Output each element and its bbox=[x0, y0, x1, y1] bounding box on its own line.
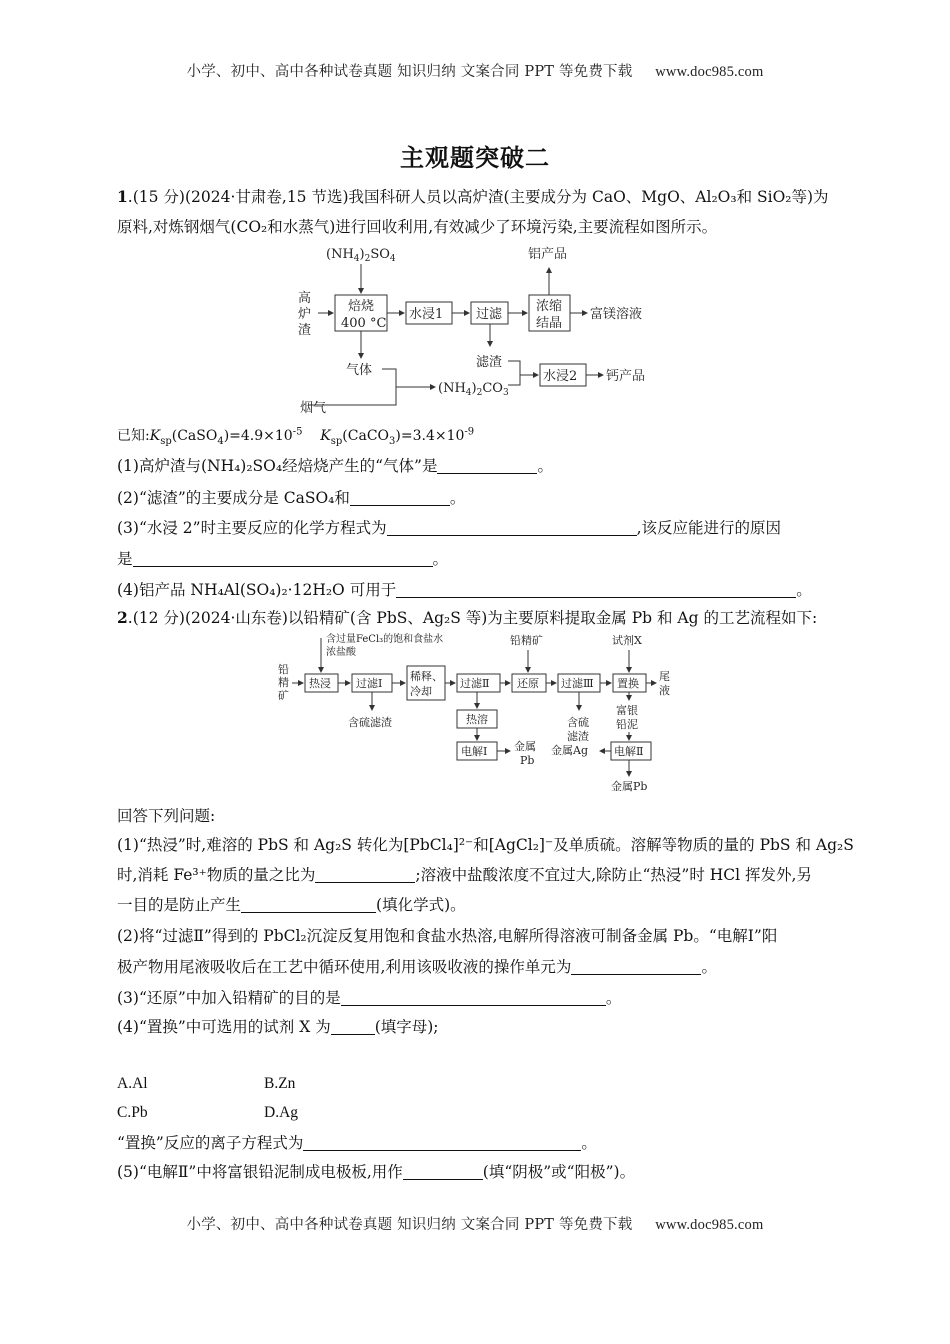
q2-electro2-label: 电解Ⅱ bbox=[614, 745, 644, 758]
q1-sub1-blank[interactable] bbox=[437, 457, 537, 474]
period: 。 bbox=[537, 457, 553, 475]
q2-sub5-text: (5)“电解Ⅱ”中将富银铅泥制成电极板,用作 bbox=[117, 1163, 403, 1181]
q2-reagent-ore: 铅精矿 bbox=[510, 634, 543, 647]
header-text: 小学、初中、高中各种试卷真题 知识归纳 文案合同 PPT 等免费下载 bbox=[186, 64, 633, 80]
q2-out-pb1-l2: Pb bbox=[520, 754, 535, 767]
q1-sub3-cont bbox=[117, 549, 448, 569]
q1-known: 已知$:K_{sp}(CaSO_4)=4.9\times 10^{-5}$ $K_{sp}(CaCO_3)=3.4\times 10^{-9}$ bbox=[117, 426, 475, 447]
q2-sub4-equation bbox=[117, 1133, 597, 1153]
period: 。 bbox=[432, 550, 449, 568]
q2-sub1-line3 bbox=[117, 895, 466, 915]
q1-intro-text: .(15 分)(2024·甘肃卷,15 节选)我国科研人员以高炉渣(主要成分为 CaO、MgO、Al₂O₃和 SiO₂等)为 bbox=[127, 188, 829, 206]
q2-answer-prompt: 回答下列问题: bbox=[117, 807, 216, 825]
q1-sub4-text: (4)铝产品 NH₄Al(SO₄)₂·12H₂O 可用于 bbox=[117, 581, 397, 599]
q1-sub2-text: (2)“滤渣”的主要成分是 CaSO₄和 bbox=[117, 489, 350, 507]
q2-ag-mud-l1: 富银 bbox=[616, 704, 638, 717]
q1-concentrate-l1: 浓缩 bbox=[536, 299, 563, 314]
q2-reduce-label: 还原 bbox=[517, 677, 539, 690]
period: 。 bbox=[796, 581, 812, 599]
q2-sub4-text3: “置换”反应的离子方程式为 bbox=[117, 1134, 304, 1152]
q2-sub4-blank[interactable] bbox=[331, 1018, 375, 1035]
q2-option-a[interactable]: A.Al bbox=[117, 1075, 148, 1092]
q2-sub2-line1: (2)将“过滤Ⅱ”得到的 PbCl₂沉淀反复用饱和食盐水热溶,电解所得溶液可制备金属 Pb。“电解Ⅰ”阳 bbox=[117, 927, 778, 945]
q2-sub1-line1: (1)“热浸”时,难溶的 PbS 和 Ag₂S 转化为[PbCl₄]²⁻和[AgCl₂]⁻及单质硫。溶解等物质的量的 PbS 和 Ag₂S bbox=[117, 836, 854, 854]
q2-sub4-text: (4)“置换”中可选用的试剂 X 为 bbox=[117, 1018, 331, 1036]
q2-hot-dissolve-label: 热溶 bbox=[466, 713, 488, 726]
q1-roast-label: 焙烧 bbox=[348, 299, 375, 314]
q2-sub5 bbox=[117, 1162, 635, 1182]
page-footer bbox=[0, 1213, 950, 1234]
q2-input-c1: 铅 bbox=[278, 663, 289, 676]
q1-sub2 bbox=[117, 488, 465, 508]
q1-number: 1 bbox=[117, 187, 128, 206]
q2-filter1-label: 过滤Ⅰ bbox=[356, 677, 383, 690]
q2-option-d[interactable]: D.Ag bbox=[264, 1104, 299, 1121]
q2-electro1-label: 电解Ⅰ bbox=[461, 745, 488, 758]
q2-reagent1-l1: 含过量FeCl₃的饱和食盐水 bbox=[326, 634, 444, 645]
q2-sub1-text2b: ;溶液中盐酸浓度不宜过大,除防止“热浸”时 HCl 挥发外,另 bbox=[415, 866, 812, 884]
q1-sub4-blank[interactable] bbox=[396, 581, 796, 598]
q2-dilute-l2: 冷却 bbox=[410, 685, 432, 698]
q2-sub5-text2: (填“阴极”或“阳极”)。 bbox=[482, 1163, 636, 1181]
q1-intro-line1 bbox=[117, 187, 829, 207]
q2-filter2-label: 过滤Ⅱ bbox=[460, 677, 490, 690]
period: 。 bbox=[581, 1134, 597, 1152]
q1-sub1 bbox=[117, 456, 553, 476]
page-header bbox=[0, 60, 950, 81]
period: 。 bbox=[605, 989, 622, 1007]
q2-hot-leach-label: 热浸 bbox=[309, 677, 331, 690]
period: 。 bbox=[449, 489, 466, 507]
q2-dilute-l1: 稀释、 bbox=[410, 670, 443, 683]
q1-roast-temp: 400 °C bbox=[341, 316, 387, 331]
q1-intro-line2: 原料,对炼钢烟气(CO₂和水蒸气)进行回收利用,有效减少了环境污染,主要流程如图所示。 bbox=[117, 218, 718, 236]
q1-sub3-blank1[interactable] bbox=[387, 519, 637, 536]
q1-sub3-text: (3)“水浸 2”时主要反应的化学方程式为 bbox=[117, 519, 387, 537]
q2-reagent-x: 试剂X bbox=[612, 634, 642, 647]
q2-out-pb2: 金属Pb bbox=[611, 780, 648, 793]
q1-input-char1: 高 bbox=[298, 291, 312, 306]
page-title: 主观题突破二 bbox=[400, 144, 550, 172]
q2-sub4 bbox=[117, 1017, 439, 1037]
q2-input-c3: 矿 bbox=[278, 689, 289, 702]
q1-gas: 气体 bbox=[346, 363, 373, 378]
q2-ag-mud-l2: 铅泥 bbox=[616, 718, 638, 731]
footer-text: 小学、初中、高中各种试卷真题 知识归纳 文案合同 PPT 等免费下载 bbox=[186, 1217, 633, 1233]
q2-sub2-blank[interactable] bbox=[571, 958, 701, 975]
q1-leach2-label: 水浸2 bbox=[543, 369, 578, 384]
q2-sub1-line2 bbox=[117, 865, 812, 885]
q1-sub3-blank2[interactable] bbox=[133, 550, 433, 567]
q1-concentrate-l2: 结晶 bbox=[536, 316, 563, 331]
q2-sub1-text3b: (填化学式)。 bbox=[376, 896, 466, 914]
q2-replace-label: 置换 bbox=[617, 677, 639, 690]
q2-sub4-text2: (填字母); bbox=[374, 1018, 439, 1036]
q1-leach1-label: 水浸1 bbox=[409, 307, 444, 322]
q2-reagent1-l2: 浓盐酸 bbox=[326, 647, 356, 658]
q2-number: 2 bbox=[117, 608, 128, 627]
q2-sub3-text: (3)“还原”中加入铅精矿的目的是 bbox=[117, 989, 341, 1007]
q2-tail-l2: 液 bbox=[659, 684, 670, 697]
q1-reagent-top: $(NH_4)_2SO_4$ bbox=[326, 247, 396, 264]
q1-sub1-text: (1)高炉渣与(NH₄)₂SO₄经焙烧产生的“气体”是 bbox=[117, 457, 438, 475]
q2-sub5-blank[interactable] bbox=[403, 1163, 483, 1180]
q1-ammonium-carbonate: $(NH_4)_2CO_3$ bbox=[438, 381, 509, 398]
q2-sub3-blank[interactable] bbox=[341, 989, 606, 1006]
q2-filter3-label: 过滤Ⅲ bbox=[561, 677, 594, 690]
q2-sub3 bbox=[117, 988, 621, 1008]
q1-input-char3: 渣 bbox=[298, 323, 312, 338]
q2-input-c2: 精 bbox=[278, 676, 289, 689]
q2-out-ag: 金属Ag bbox=[551, 744, 588, 757]
q2-intro-text: .(12 分)(2024·山东卷)以铅精矿(含 PbS、Ag₂S 等)为主要原料提取金属 Pb 和 Ag 的工艺流程如下: bbox=[127, 609, 818, 627]
q1-out-ca: 钙产品 bbox=[606, 369, 646, 384]
q2-residue3-l2: 滤渣 bbox=[567, 730, 589, 743]
q1-sub3-text2: ,该反应能进行的原因 bbox=[636, 519, 782, 537]
q2-sub1-text3a: 一目的是防止产生 bbox=[117, 896, 242, 914]
q1-flue-gas: 烟气 bbox=[300, 401, 327, 416]
q2-tail-l1: 尾 bbox=[659, 670, 670, 683]
q1-sub4 bbox=[117, 580, 812, 600]
q2-sub4-eq-blank[interactable] bbox=[303, 1134, 581, 1151]
q2-flow-diagram bbox=[270, 630, 690, 800]
q2-sub2-text2: 极产物用尾液吸收后在工艺中循环使用,利用该吸收液的操作单元为 bbox=[117, 958, 572, 976]
q1-input-char2: 炉 bbox=[298, 307, 312, 322]
q2-option-c[interactable]: C.Pb bbox=[117, 1104, 148, 1121]
q2-intro bbox=[117, 608, 817, 628]
q2-out-pb1-l1: 金属 bbox=[514, 740, 536, 753]
q2-sub1-text2a: 时,消耗 Fe³⁺物质的量之比为 bbox=[117, 866, 316, 884]
q2-residue1: 含硫滤渣 bbox=[348, 716, 392, 729]
q2-sub1-blank1[interactable] bbox=[315, 866, 415, 883]
q1-out-al: 铝产品 bbox=[528, 247, 568, 262]
q2-option-b[interactable]: B.Zn bbox=[264, 1075, 296, 1092]
q1-out-mg: 富镁溶液 bbox=[590, 307, 643, 322]
q1-residue: 滤渣 bbox=[476, 355, 503, 370]
q1-sub2-blank[interactable] bbox=[350, 489, 450, 506]
q1-sub3 bbox=[117, 518, 781, 538]
q1-flow-diagram bbox=[290, 240, 670, 420]
q1-sub3-text3: 是 bbox=[117, 550, 133, 568]
q1-filter-label: 过滤 bbox=[476, 307, 503, 322]
period: 。 bbox=[701, 958, 717, 976]
q2-sub1-blank2[interactable] bbox=[241, 896, 376, 913]
footer-url[interactable]: www.doc985.com bbox=[655, 1217, 764, 1233]
header-url[interactable]: www.doc985.com bbox=[655, 64, 764, 80]
q2-sub2-line2 bbox=[117, 957, 717, 977]
q2-residue3-l1: 含硫 bbox=[567, 716, 589, 729]
